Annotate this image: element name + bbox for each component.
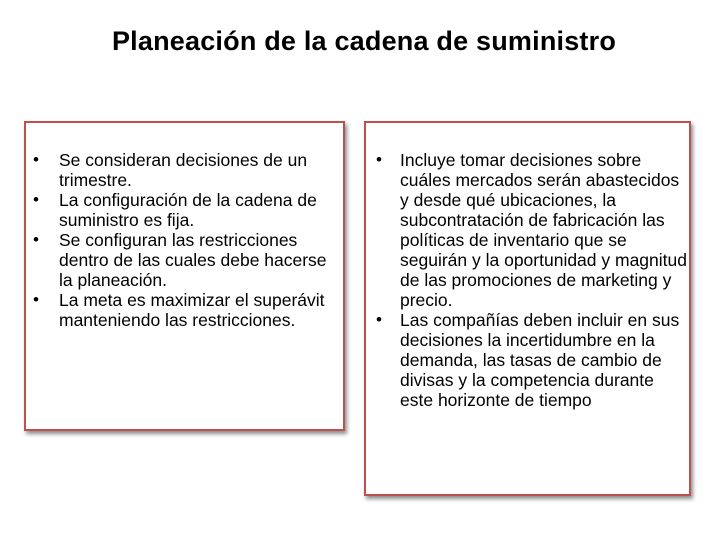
right-content-box	[364, 121, 691, 496]
left-bullet-list	[26, 150, 344, 330]
list-item-text: La configuración de la cadena de suministro es fija.	[59, 190, 317, 230]
list-item-text: La meta es maximizar el superávit manteniendo las restricciones.	[59, 290, 325, 330]
list-item	[366, 310, 688, 410]
list-item	[366, 150, 688, 310]
list-item	[26, 190, 344, 230]
bullet-icon: •	[33, 230, 39, 249]
bullet-icon: •	[33, 290, 39, 309]
bullet-icon: •	[376, 310, 382, 329]
list-item	[26, 230, 344, 290]
right-bullet-list	[366, 150, 688, 410]
left-content-box	[24, 121, 345, 431]
bullet-icon: •	[33, 150, 39, 169]
list-item-text: Las compañías deben incluir en sus decisiones la incertidumbre en la demanda, las tasas de cambio de divisas y la competencia durante este horizonte de tiempo	[400, 310, 680, 410]
list-item-text: Se configuran las restricciones dentro de las cuales debe hacerse la planeación.	[59, 230, 327, 290]
list-item-text: Se consideran decisiones de un trimestre.	[59, 150, 308, 190]
list-item-text: Incluye tomar decisiones sobre cuáles mercados serán abastecidos y desde qué ubicaciones, la subcontratación de fabricación las políticas de inventario que se seguirán y la oportunidad y magnitud de las promociones de marketing y precio.	[400, 150, 687, 310]
bullet-icon: •	[33, 190, 39, 209]
bullet-icon: •	[376, 150, 382, 169]
slide-title: Planeación de la cadena de suministro	[111, 26, 617, 56]
list-item	[26, 290, 344, 330]
list-item	[26, 150, 344, 190]
